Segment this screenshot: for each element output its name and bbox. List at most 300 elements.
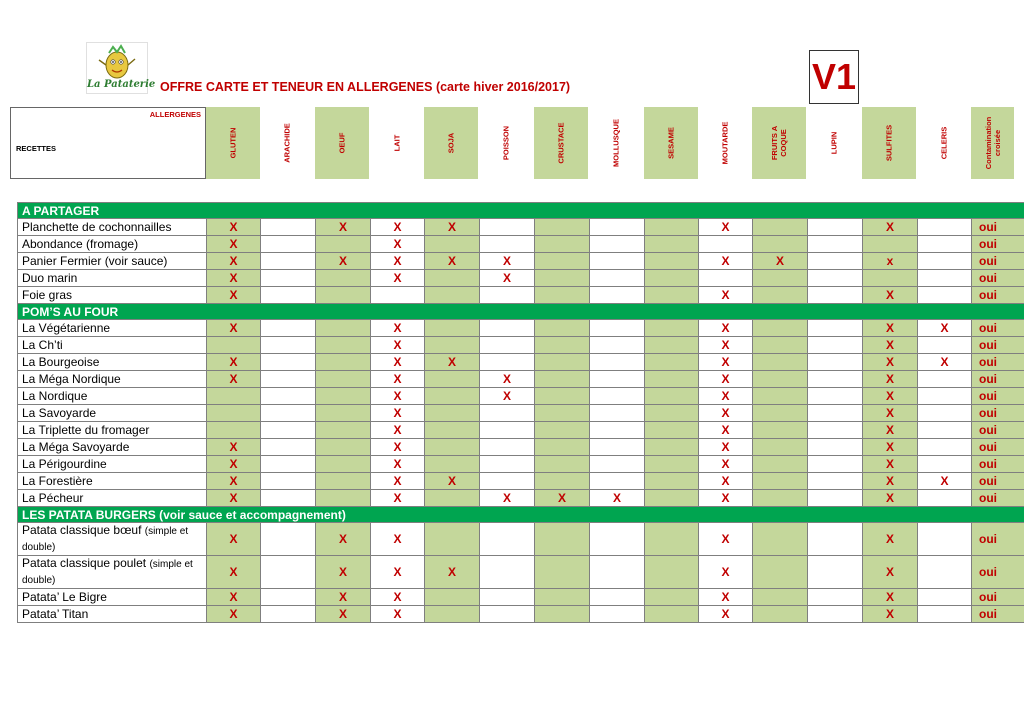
allergen-column-header [698,107,752,179]
allergen-mark [645,270,699,287]
allergen-mark: X [425,253,480,270]
allergen-mark [918,270,972,287]
allergen-mark [753,456,808,473]
allergen-mark: X [207,354,261,371]
allergen-mark [918,337,972,354]
allergen-mark [645,405,699,422]
recipe-name: Duo marin [18,270,207,287]
allergen-mark: X [207,490,261,507]
allergen-mark [480,556,535,589]
allergen-mark [590,253,645,270]
recipe-name: La Savoyarde [18,405,207,422]
recipe-name: Foie gras [18,287,207,304]
allergen-mark [480,422,535,439]
allergen-mark [753,405,808,422]
allergen-mark: X [371,337,425,354]
allergen-column-header [534,107,588,179]
allergen-mark: X [863,556,918,589]
allergen-mark: X [371,371,425,388]
allergen-column-header [644,107,698,179]
allergen-mark [316,354,371,371]
allergen-mark [808,556,863,589]
recipe-name: La Périgourdine [18,456,207,473]
allergen-name: LAIT [392,134,402,152]
allergen-mark [261,287,316,304]
recipe-note: (simple et double) [22,559,193,586]
allergen-mark [480,405,535,422]
allergen-mark: X [863,388,918,405]
allergen-mark: X [863,371,918,388]
allergen-mark: X [316,253,371,270]
allergen-mark [808,219,863,236]
allergen-mark [425,422,480,439]
allergen-mark: X [863,589,918,606]
allergen-mark: X [699,523,753,556]
allergen-mark: X [535,490,590,507]
allergen-mark: X [207,236,261,253]
allergen-mark [918,287,972,304]
table-row [18,589,1024,606]
allergen-mark [590,422,645,439]
allergen-mark [261,405,316,422]
allergen-mark [753,490,808,507]
table-row [18,456,1024,473]
allergen-name: SULFITES [884,124,894,162]
allergen-mark [261,606,316,623]
table-row [18,219,1024,236]
allergen-mark: X [699,354,753,371]
allergen-mark [425,523,480,556]
allergen-mark [590,219,645,236]
logo-wordmark: La Pataterie [87,79,156,90]
allergen-mark [918,439,972,456]
recipe-name: La Méga Nordique [18,371,207,388]
allergen-mark [753,219,808,236]
allergen-column-header [862,107,916,179]
allergen-mark [261,354,316,371]
allergen-mark: X [371,320,425,337]
allergen-mark [808,473,863,490]
allergen-column-header [370,107,424,179]
table-row [18,236,1024,253]
allergen-mark [535,405,590,422]
allergen-mark: X [207,556,261,589]
allergen-mark: X [699,422,753,439]
allergen-mark [590,337,645,354]
allergen-mark [316,405,371,422]
allergen-mark: X [699,287,753,304]
allergen-column-header [752,107,806,179]
allergen-mark: X [863,287,918,304]
allergen-mark [316,236,371,253]
allergen-mark [645,388,699,405]
allergen-mark [808,490,863,507]
allergen-mark [753,270,808,287]
allergen-mark: X [863,354,918,371]
allergen-mark [535,354,590,371]
allergen-name: POISSON [501,125,511,161]
allergen-mark [261,219,316,236]
allergen-mark [590,556,645,589]
allergen-mark [425,371,480,388]
allergen-mark [590,589,645,606]
cross-contamination-cell: oui [972,473,1024,490]
allergen-mark [918,253,972,270]
allergen-mark: X [371,523,425,556]
allergen-name: FRUITS A COQUE [770,125,788,161]
allergen-mark [535,219,590,236]
cross-contamination-cell: oui [972,371,1024,388]
allergen-mark [316,456,371,473]
allergen-mark: X [480,388,535,405]
allergen-mark: X [480,270,535,287]
allergen-mark: X [371,236,425,253]
recipe-name: La Nordique [18,388,207,405]
allergen-mark [425,236,480,253]
allergen-mark [645,236,699,253]
allergen-mark [808,320,863,337]
allergen-mark: X [316,523,371,556]
allergen-mark [645,523,699,556]
allergen-column-header [206,107,260,179]
cross-contamination-cell: oui [972,490,1024,507]
allergen-mark [918,456,972,473]
allergen-mark [261,439,316,456]
allergen-mark [590,473,645,490]
table-row [18,556,1024,589]
allergen-mark [535,287,590,304]
cross-contamination-cell: oui [972,405,1024,422]
allergen-mark [808,405,863,422]
allergen-mark [480,287,535,304]
allergen-mark [261,270,316,287]
allergen-mark [316,270,371,287]
recipe-name: La Triplette du fromager [18,422,207,439]
page-title: OFFRE CARTE ET TENEUR EN ALLERGENES (carte hiver 2016/2017) [160,80,571,94]
allergen-mark [590,270,645,287]
allergen-mark [808,354,863,371]
allergen-mark [808,236,863,253]
allergen-mark [645,556,699,589]
allergen-mark: X [316,219,371,236]
table-row [18,473,1024,490]
allergen-mark: x [863,253,918,270]
allergen-mark [918,556,972,589]
brand-logo [86,42,156,94]
allergen-mark: X [371,556,425,589]
recipe-note: (simple et double) [22,526,189,553]
allergen-mark: X [918,473,972,490]
table-row [18,320,1024,337]
allergen-mark [316,388,371,405]
allergen-mark: X [480,253,535,270]
allergen-mark [261,253,316,270]
allergen-mark [261,556,316,589]
allergen-mark: X [480,490,535,507]
cross-contamination-cell: oui [972,320,1024,337]
table-row [18,337,1024,354]
allergen-mark [590,606,645,623]
allergen-mark [808,337,863,354]
allergen-mark [863,270,918,287]
table-row [18,422,1024,439]
allergen-mark [261,371,316,388]
allergen-mark [261,473,316,490]
category-row [18,304,1024,320]
allergen-mark [261,388,316,405]
category-row [18,203,1024,219]
category-title: POM’S AU FOUR [18,304,1024,320]
allergen-mark [645,439,699,456]
allergen-mark [645,287,699,304]
allergen-mark [645,606,699,623]
cross-contamination-cell: oui [972,422,1024,439]
allergen-mark [207,337,261,354]
allergen-mark [535,236,590,253]
allergen-mark [261,490,316,507]
cross-contamination-cell: oui [972,388,1024,405]
allergen-mark [535,473,590,490]
allergen-mark [207,405,261,422]
allergen-mark [535,320,590,337]
recipe-title: Patata classique bœuf [22,523,142,537]
cross-contamination-cell: oui [972,354,1024,371]
allergen-mark [753,523,808,556]
allergen-mark [753,287,808,304]
table-row [18,253,1024,270]
allergen-mark [590,388,645,405]
allergen-mark [645,589,699,606]
allergen-mark [535,422,590,439]
allergen-mark [590,287,645,304]
allergen-mark: X [207,253,261,270]
allergen-mark [699,236,753,253]
allergen-mark [918,219,972,236]
allergen-mark [535,253,590,270]
allergen-mark [918,236,972,253]
allergen-mark: X [699,337,753,354]
allergen-mark: X [371,473,425,490]
table-row [18,371,1024,388]
allergen-column-header [807,107,861,179]
allergen-mark [425,589,480,606]
allergen-mark: X [863,490,918,507]
allergen-mark [699,270,753,287]
recipe-name: Abondance (fromage) [18,236,207,253]
allergen-mark: X [699,405,753,422]
allergen-mark: X [699,606,753,623]
cross-contamination-cell: oui [972,556,1024,589]
allergen-mark [918,523,972,556]
cross-contamination-cell: oui [972,523,1024,556]
cross-contamination-cell: oui [972,456,1024,473]
allergen-mark: X [207,219,261,236]
allergen-mark [753,337,808,354]
allergen-mark: X [207,523,261,556]
allergen-mark [371,287,425,304]
allergen-mark [645,490,699,507]
allergen-column-header [917,107,971,179]
allergen-column-header [424,107,478,179]
allergen-mark: X [863,439,918,456]
category-title: A PARTAGER [18,203,1024,219]
recipe-name: La Végétarienne [18,320,207,337]
allergen-mark [808,589,863,606]
allergen-mark: X [371,405,425,422]
table-row [18,287,1024,304]
allergen-mark [753,236,808,253]
recipe-name: La Forestière [18,473,207,490]
allergenes-label: ALLERGENES [149,110,201,119]
header-label-box [10,107,206,179]
allergen-mark [753,388,808,405]
allergen-mark [261,523,316,556]
allergen-name: CELERIS [939,126,949,160]
allergen-mark [425,320,480,337]
cross-contamination-cell: oui [972,253,1024,270]
allergen-mark [425,456,480,473]
table-row [18,606,1024,623]
cross-contamination-cell: oui [972,236,1024,253]
allergen-mark [863,236,918,253]
allergen-mark [480,236,535,253]
allergen-mark [316,422,371,439]
allergen-name: LUPIN [829,131,839,155]
allergen-mark [480,320,535,337]
allergen-column-header [971,107,1014,179]
allergen-name: SOJA [446,132,456,154]
allergen-mark [535,388,590,405]
allergen-mark: X [699,388,753,405]
allergen-mark: X [863,337,918,354]
allergen-name: MOLLUSQUE [611,119,621,167]
recipe-name: Planchette de cochonnailles [18,219,207,236]
allergen-mark [753,439,808,456]
allergen-mark: X [699,219,753,236]
allergen-mark: X [699,556,753,589]
allergen-mark [535,371,590,388]
allergen-mark [808,523,863,556]
allergen-mark [753,354,808,371]
allergen-mark [918,606,972,623]
cross-contamination-cell: oui [972,287,1024,304]
allergen-mark [261,422,316,439]
allergen-mark: X [371,354,425,371]
allergen-column-header [589,107,643,179]
allergen-mark: X [699,253,753,270]
allergen-mark [590,405,645,422]
allergen-mark [480,337,535,354]
table-row [18,523,1024,556]
allergen-mark [316,490,371,507]
allergen-mark [480,523,535,556]
recipe-name: La Bourgeoise [18,354,207,371]
recipe-name: La Pécheur [18,490,207,507]
allergen-mark [535,556,590,589]
allergen-mark [753,556,808,589]
allergen-mark [753,320,808,337]
cross-contamination-cell: oui [972,589,1024,606]
allergen-mark [425,270,480,287]
allergen-mark [590,320,645,337]
allergen-mark [207,388,261,405]
allergen-mark [261,456,316,473]
allergen-mark [316,371,371,388]
allergen-mark [590,523,645,556]
allergen-mark [645,337,699,354]
allergen-mark [535,606,590,623]
allergen-name: MOUTARDE [720,121,730,165]
allergen-mark: X [480,371,535,388]
allergen-column-header [315,107,369,179]
allergen-mark [753,371,808,388]
allergen-mark: X [207,589,261,606]
allergen-mark [480,439,535,456]
allergen-mark [316,320,371,337]
allergen-name: GLUTEN [228,127,238,159]
allergen-mark: X [699,473,753,490]
allergen-mark [535,523,590,556]
recipe-name: Patata’ Titan [18,606,207,623]
allergen-mark: X [699,320,753,337]
allergen-mark: X [863,422,918,439]
allergen-mark [535,270,590,287]
recipe-name: La Méga Savoyarde [18,439,207,456]
allergen-mark: X [207,473,261,490]
allergen-mark [480,219,535,236]
allergen-mark [425,490,480,507]
cross-contamination-cell: oui [972,219,1024,236]
recettes-label: RECETTES [16,144,57,153]
cross-contamination-cell: oui [972,337,1024,354]
allergen-mark [808,422,863,439]
allergen-mark [480,473,535,490]
allergen-mark [535,589,590,606]
allergen-mark [645,219,699,236]
allergen-mark: X [316,606,371,623]
allergen-mark: X [863,523,918,556]
allergen-mark: X [371,219,425,236]
allergen-name: Contamination croisée [983,116,1002,170]
allergen-column-header [260,107,314,179]
allergen-mark: X [425,473,480,490]
allergen-mark: X [863,219,918,236]
allergen-mark [590,371,645,388]
category-row [18,507,1024,523]
allergen-mark [808,606,863,623]
allergen-mark: X [207,456,261,473]
recipe-name: Panier Fermier (voir sauce) [18,253,207,270]
allergen-mark [261,337,316,354]
table-row [18,354,1024,371]
allergen-mark: X [371,422,425,439]
allergen-column-header [479,107,533,179]
allergen-mark [590,456,645,473]
allergen-mark: X [863,473,918,490]
allergen-mark: X [371,490,425,507]
allergen-mark [753,606,808,623]
allergen-mark [425,405,480,422]
allergen-mark: X [371,253,425,270]
allergen-mark [425,287,480,304]
allergen-mark: X [863,405,918,422]
allergen-mark: X [207,439,261,456]
recipe-name: La Ch’ti [18,337,207,354]
allergen-mark [316,473,371,490]
cross-contamination-cell: oui [972,606,1024,623]
allergen-mark [753,589,808,606]
allergen-mark [316,287,371,304]
